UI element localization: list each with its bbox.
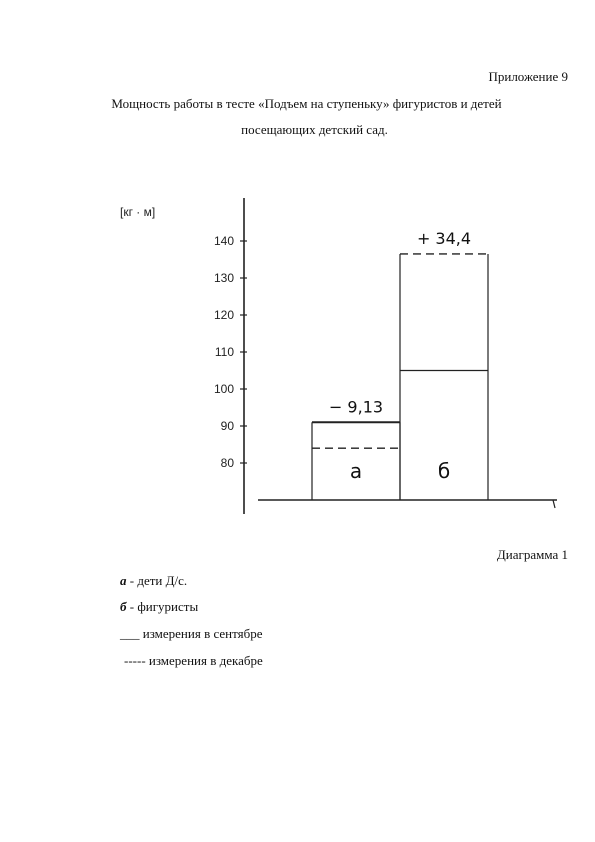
page-title-line2: посещающих детский сад. xyxy=(241,122,388,137)
legend-text-b: - фигуристы xyxy=(126,599,199,614)
legend-key-a: а xyxy=(120,573,127,588)
page-title-line1: Мощность работы в тесте «Подъем на ступеньку» фигуристов и детей xyxy=(111,96,502,111)
category-label-2: б xyxy=(437,459,451,483)
x-axis-end-tick xyxy=(553,500,555,508)
legend-item-a xyxy=(120,573,187,589)
annotation-bar-2: + 34,4 xyxy=(416,228,472,248)
diagram-caption: Диаграмма 1 xyxy=(496,547,568,562)
y-axis-label: [кг · м] xyxy=(120,205,156,219)
annotation-bar-1: − 9,13 xyxy=(328,397,384,417)
legend-item-b xyxy=(120,599,198,615)
y-tick-label-80: 80 xyxy=(220,456,234,470)
y-tick-label-110: 110 xyxy=(214,345,234,359)
y-tick-label-90: 90 xyxy=(220,419,234,433)
legend-item-september: ___ измерения в сентябре xyxy=(120,626,263,641)
legend-key-b: б xyxy=(120,599,127,614)
legend-item-december: ----- измерения в декабре xyxy=(124,653,263,668)
y-tick-label-100: 100 xyxy=(213,382,234,396)
y-tick-label-130: 130 xyxy=(213,271,234,285)
y-tick-label-120: 120 xyxy=(213,308,234,322)
legend-text-a: - дети Д/с. xyxy=(126,573,188,588)
category-label-1: а xyxy=(349,459,363,483)
y-tick-label-140: 140 xyxy=(213,234,234,248)
appendix-label: Приложение 9 xyxy=(488,69,568,84)
